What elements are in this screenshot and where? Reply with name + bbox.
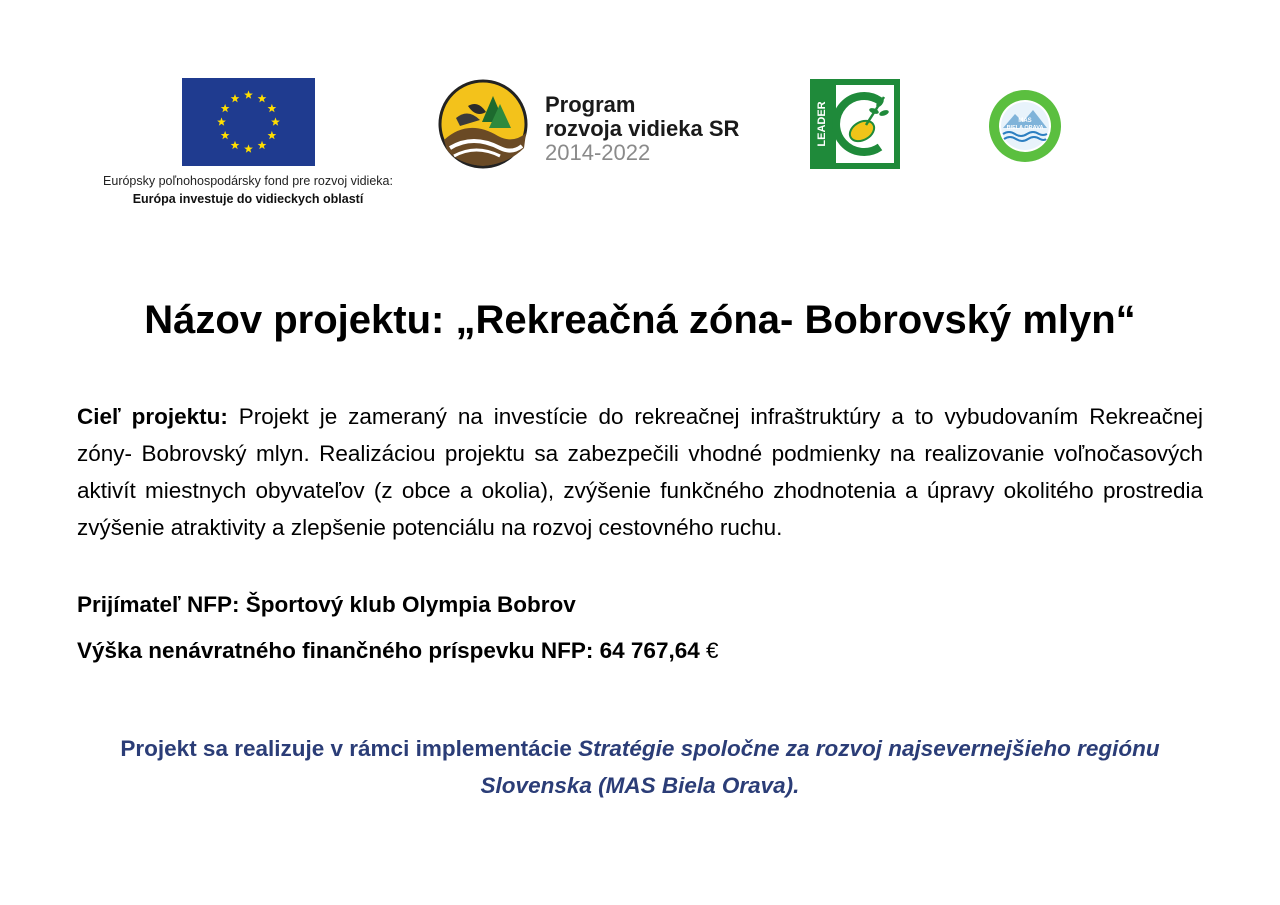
project-title: Názov projektu: „Rekreačná zóna- Bobrovský mlyn“ xyxy=(144,298,1136,342)
mas-name-label: BIELA ORAVA xyxy=(1006,125,1044,131)
footer-line1 xyxy=(0,730,1280,767)
eu-caption-line2: Európa investuje do vidieckych oblastí xyxy=(132,192,364,206)
amount-label: Výška nenávratného finančného príspevku NFP: 64 767,64 xyxy=(77,638,700,663)
eu-star-icon xyxy=(217,117,226,125)
eu-star-icon xyxy=(268,131,277,139)
leader-logo xyxy=(810,79,900,174)
eu-flag-icon xyxy=(182,78,315,166)
eu-star-icon xyxy=(244,90,253,98)
mas-ring-label: MIESTNA AKČNÁ SKUPINA BIELA ORAVA xyxy=(995,163,1055,167)
prv-logo xyxy=(438,78,783,170)
eu-star-icon xyxy=(231,94,240,102)
recipient-line: Prijímateľ NFP: Športový klub Olympia Bobrov xyxy=(77,592,576,617)
eu-star-icon xyxy=(268,104,277,112)
amount-currency: € xyxy=(706,638,719,663)
mas-biela-orava-logo xyxy=(987,78,1063,179)
amount-line xyxy=(77,638,719,664)
eu-star-icon xyxy=(271,117,280,125)
mas-biela-orava-icon xyxy=(987,78,1063,174)
footer-plain: Projekt sa realizuje v rámci implementácie xyxy=(120,736,572,761)
project-goal xyxy=(77,398,1203,546)
eu-star-icon xyxy=(258,141,267,149)
footer-note xyxy=(0,730,1280,804)
goal-text: Projekt je zameraný na investície do rekreačnej infraštruktúry a to vybudovaním Rekreačnej zóny- Bobrovský mlyn. Realizáciou projektu sa zabezpečili vhodné podmienky na realizovanie voľnočasových aktivít miestnych obyvateľov (z obce a okolia), zvýšenie funkčného zhodnotenia a úpravy okolitého prostredia zvýšenie atraktivity a zlepšenie potenciálu na rozvoj cestovného ruchu. xyxy=(77,404,1203,540)
eu-star-icon xyxy=(258,94,267,102)
leader-label: LEADER xyxy=(816,101,828,147)
prv-title-line1: Program xyxy=(545,92,636,117)
eu-star-icon xyxy=(231,141,240,149)
footer-italic-1: Stratégie spoločne za rozvoj najsevernejšieho regiónu xyxy=(578,736,1160,761)
leader-icon xyxy=(810,79,900,169)
eu-star-icon xyxy=(221,131,230,139)
eu-star-icon xyxy=(244,144,253,152)
footer-italic-2: Slovenska (MAS Biela Orava). xyxy=(480,773,800,798)
prv-title-line2: rozvoja vidieka SR xyxy=(545,116,740,141)
eu-star-icon xyxy=(221,104,230,112)
prv-years: 2014-2022 xyxy=(545,140,651,165)
prv-landscape-icon xyxy=(438,78,530,170)
mas-top-label: MAS xyxy=(1018,118,1032,124)
eu-caption-line1: Európsky poľnohospodársky fond pre rozvoj vidieka: xyxy=(103,174,393,188)
footer-line2 xyxy=(0,767,1280,804)
goal-label: Cieľ projektu: xyxy=(77,404,228,429)
